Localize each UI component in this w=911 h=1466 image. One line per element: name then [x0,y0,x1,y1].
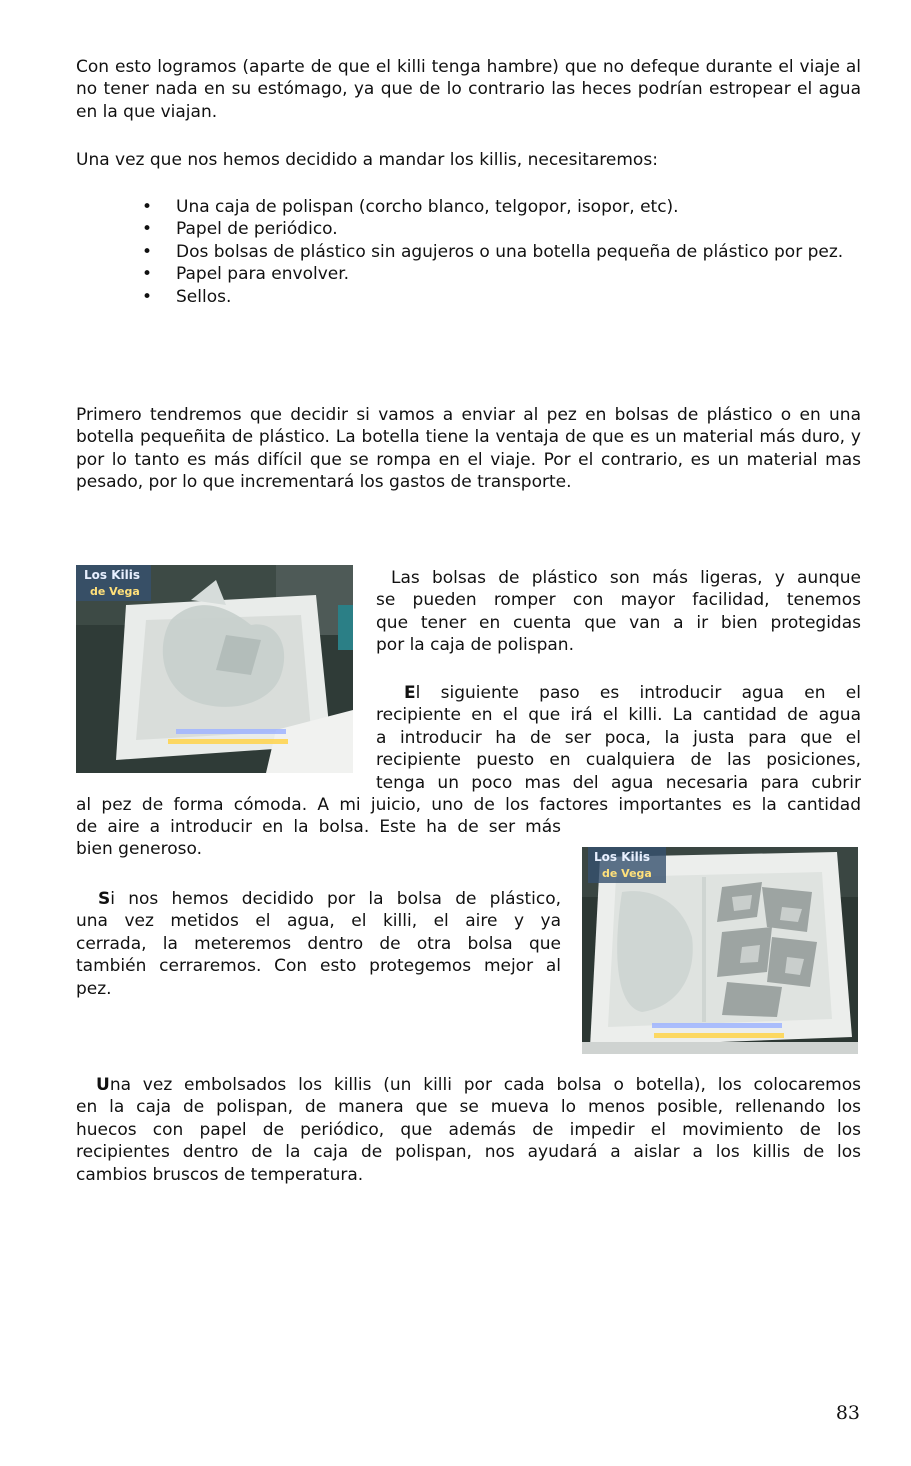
double-bag-line: cerrada, la meteremos dentro de otra bolsa que [76,933,561,954]
list-item-text: Papel de periódico. [176,219,338,240]
double-bag-line: pez. [76,978,112,999]
water-line: recipiente en el que irá el killi. La cantidad de agua [376,705,861,726]
list-item [76,218,861,240]
list-item-text: Papel para envolver. [176,264,350,285]
intro-paragraph [76,56,861,123]
double-bag-paragraph [76,888,561,1000]
bags-line: que tener en cuenta que van a ir bien protegidas [376,612,861,633]
needs-lead: Una vez que nos hemos decidido a mandar los killis, necesitaremos: [76,150,658,170]
photo1-logo-line2: de Vega [90,585,140,598]
water-line: recipiente puesto en cualquiera de las posiciones, [376,750,861,771]
bags-paragraph [376,567,861,657]
water-line: a introducir ha de ser poca, la justa para que el [376,727,861,748]
dropcap: U [96,1075,110,1095]
water-line: al pez de forma cómoda. A mi juicio, uno de los factores importantes es la cantidad [76,795,861,815]
double-bag-line [76,888,561,910]
list-item [76,241,861,263]
packing-line-text: na vez embolsados los killis (un killi por cada bolsa o botella), los colocaremos [109,1075,861,1095]
water-paragraph [376,682,861,794]
bullet-icon: • [142,219,153,240]
bullet-icon: • [142,241,153,262]
photo1-logo-line1: Los Kilis [84,568,140,582]
water-paragraph-end [76,816,561,861]
double-bag-line: una vez metidos el agua, el killi, el aire y ya [76,911,561,932]
list-item-text: Sellos. [176,286,232,307]
packing-line [76,1074,861,1096]
bullet-icon: • [142,264,153,285]
needs-list [76,196,861,308]
dropcap: E [404,683,416,703]
photo2-logo-line1: Los Kilis [594,850,650,864]
page-number: 83 [835,1402,860,1424]
water-line: de aire a introducir en la bolsa. Este ha de ser más [76,817,561,837]
photo-box-with-newspaper [582,847,858,1054]
photo-styrofoam-box-with-bag [76,565,353,773]
double-bag-line: también cerraremos. Con esto protegemos mejor al [76,956,561,977]
water-paragraph-continued [76,794,861,816]
bags-line: por la caja de polispan. [376,635,574,656]
packing-line: huecos con papel de periódico, que además de impedir el movimiento de los [76,1119,861,1140]
intro-paragraph-text: Con esto logramos (aparte de que el killi tenga hambre) que no defeque durante el viaje al no tener nada en su estómago, ya que de lo contrario las heces podrían estropear el agua en la que viajan. [76,57,861,122]
list-item-text: Dos bolsas de plástico sin agujeros o una botella pequeña de plástico por pez. [176,241,844,262]
water-line [376,682,861,704]
packing-line: cambios bruscos de temperatura. [76,1164,364,1185]
packing-line: en la caja de polispan, de manera que se mueva lo menos posible, rellenando los [76,1097,861,1118]
choice-paragraph-text: Primero tendremos que decidir si vamos a enviar al pez en bolsas de plástico o en una botella pequeñita de plástico. La botella tiene la ventaja de que es un material más duro, y por lo tanto es más difícil que se rompa en el viaje. Por el contrario, es un material mas pesado, por lo que incrementará los gastos de transporte. [76,405,861,493]
list-item [76,196,861,218]
packing-paragraph [76,1074,861,1186]
double-bag-line-text: i nos hemos decidido por la bolsa de plástico, [110,889,561,909]
list-item [76,263,861,285]
choice-paragraph [76,404,861,494]
water-line-text: l siguiente paso es introducir agua en el [415,683,861,703]
bags-line: se pueden romper con mayor facilidad, tenemos [376,590,861,611]
list-item-text: Una caja de polispan (corcho blanco, telgopor, isopor, etc). [176,197,679,217]
list-item [76,286,861,308]
bullet-icon: • [142,197,153,217]
bullet-icon: • [142,286,153,307]
dropcap: S [98,889,111,909]
water-line: bien generoso. [76,839,203,860]
bags-line: Las bolsas de plástico son más ligeras, y aunque [391,568,861,588]
photo2-logo-line2: de Vega [602,867,652,880]
packing-line: recipientes dentro de la caja de polispan, nos ayudará a aislar a los killis de los [76,1142,861,1163]
water-line: tenga un poco mas del agua necesaria para cubrir [376,772,861,793]
